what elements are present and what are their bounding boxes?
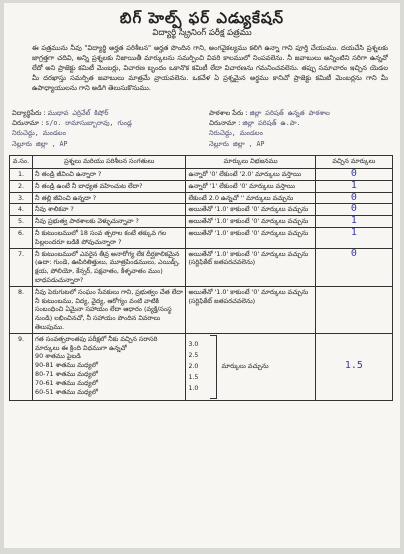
- row-marks: ఉన్నారో '1' లేకుంటే '0' మార్కులు వస్తాయి: [186, 180, 315, 192]
- school-name-row: [209, 109, 397, 119]
- school-district-value: నెల్లూరు జిల్లా , AP: [209, 140, 265, 148]
- school-address-value: జిల్లా పరిషత్ ఉ.పా.: [242, 119, 301, 127]
- table-row: [10, 227, 393, 248]
- row-number: 5.: [10, 216, 33, 228]
- row-score: 0: [315, 169, 392, 181]
- band-item: 80-71 శాతము మధ్యలో: [35, 369, 98, 378]
- student-address-value: s/o. రామాసుబ్బారావు, గుండ్ల: [45, 119, 132, 127]
- row-marks: లేకుంటే 2.0 ఉన్నచో '' మార్కులు వచ్చును: [186, 192, 315, 204]
- row-marks: అయితేనో '1.0' కాకుంటే '0' మార్కులు వచ్చును (సర్టిఫికేట్ జతపరచవలెను): [186, 248, 315, 286]
- row-marks: [186, 333, 315, 400]
- row-score: 1: [315, 227, 392, 248]
- row-number: 4.: [10, 204, 33, 216]
- row-score: 0: [315, 192, 392, 204]
- col-header-score: వచ్చిన మార్కులు: [315, 156, 392, 169]
- col-header-question: ప్రశ్నలు మరియు పరిశీలన సంగతులు: [33, 156, 186, 169]
- student-address-row: [12, 119, 202, 129]
- row-marks: అయితేనో '1.0' కాకుంటే '0' మార్కులు వచ్చును: [186, 204, 315, 216]
- table-row: [10, 248, 393, 286]
- col-header-marks: మార్కులు విభజనము: [186, 156, 315, 169]
- row-score: 0: [315, 248, 392, 286]
- row-question: నీ కుటుంబములో ఎవరైన తీవ్ర అనారోగ్య లేక దీర్ఘకాలికమైన (ఉదా: గుండె, ఊపిరితిత్తులు, మూత్రపిండములు, ఎయిడ్స్, క్షయ, పోలియో, కేన్సర్, పక్షవాతం, కీళ్ళవాతం ముం) బాధపడుచున్నారా?: [33, 248, 186, 286]
- table-header-row: [10, 156, 393, 169]
- row-score: [315, 286, 392, 333]
- marks-scale: [188, 335, 312, 399]
- table-row: [10, 286, 393, 333]
- scale-values: [188, 339, 210, 394]
- student-village-row: [12, 129, 202, 139]
- instructions-paragraph: ఈ పత్రమును నీవు "విద్యార్థి అర్హత పరిశీలన" అర్హత పొందిన గాని, అంగవైకల్యము కలిగి ఉన్నా గాని పూర్తి చేయుము. దయచేసి ప్రశ్నలకు జాగ్రత్తగా చదివి, అన్ని ప్రశ్నలకు నిజాయితీ మార్కులను సమర్పించి వివరి కాలములో నింపవలెను. నీ జవాబులు అన్నింటిని సరిగా ఉన్నవో లేదో అని ప్రాజెక్టు కమిటీ మెంబర్లు, విచారణ బృందం ఒకానొక కమిటీ లేదా విచారణను గమనించవలెను. తప్పు సమాచారం ఇచ్చిన యెడల మీ దరఖాస్తు సమర్పిత జవాబులు మాత్రమే వ్రాయవలెను. ఒకవేళ ఏ ప్రశ్నమైన అర్థము కానిచో ప్రాజెక్టు కమిటీ మెంబర్లను గాని మీ ఉపాధ్యాయులను గాని అడిగి తెలుసుకొనుము.: [32, 44, 388, 92]
- student-name-row: [12, 109, 202, 119]
- form-subtitle: విద్యార్థి స్క్రీనింగ్ పరీక్ష పత్రము: [152, 28, 252, 38]
- row-score: 0: [315, 204, 392, 216]
- row-question: నీ తండ్రి జీవించి ఉన్నారా ?: [33, 169, 186, 181]
- school-village-row: [209, 129, 397, 139]
- band-item: 90-81 శాతము మధ్యలో: [35, 361, 98, 370]
- row-question: [33, 333, 186, 400]
- row-number: 9.: [10, 333, 33, 400]
- band-item: 60-51 శాతము మధ్యలో: [35, 387, 98, 396]
- row-number: 8.: [10, 286, 33, 333]
- row-question: నీవు ప్రభుత్వ పాఠశాలకు వెళ్ళుచున్నావా ?: [33, 216, 186, 228]
- row-marks: ఉన్నారో '0' లేకుంటే '2.0' మార్కులు వస్తాయి: [186, 169, 315, 181]
- row-question: నీ తల్లి జీవించి ఉన్నదా ?: [33, 192, 186, 204]
- question-text: గత సంవత్సరాంతపు పరీక్షలో నీకు వచ్చిన సరాసరి మార్కులు ఈ క్రింది విధముగా ఉన్నచో: [35, 334, 158, 352]
- school-name-value: జిల్లా పరిషత్ ఉన్నత పాఠశాల: [249, 109, 330, 117]
- row-score: 1.5: [315, 333, 392, 400]
- row-number: 3.: [10, 192, 33, 204]
- scale-value: 2.5: [188, 352, 199, 360]
- form-title: బిగ్ హెల్ప్ ఫర్ ఎడ్యుకేషన్: [119, 9, 285, 27]
- band-item: 70-61 శాతము మధ్యలో: [35, 378, 98, 387]
- col-header-number: వ.సం.: [10, 156, 33, 169]
- student-name-value: ముధావ ఎర్రివేల్ కిషోర్: [47, 109, 109, 117]
- screening-table: [9, 155, 393, 401]
- row-question: నీ కుటుంబములో 18 సంవ త్సరాల కంటే తక్కువ గల పిల్లలందరూ బడికి పోవుచున్నారా ?: [33, 227, 186, 248]
- row-number: 2.: [10, 180, 33, 192]
- scale-value: 1.5: [188, 374, 199, 382]
- row-marks: అయితేనో '1.0' కాకుంటే '0' మార్కులు వచ్చును: [186, 216, 315, 228]
- school-address-label: చిరునామా :: [209, 119, 241, 127]
- row-marks: అయితేనో '1.0' కాకుంటే '0' మార్కులు వచ్చును: [186, 227, 315, 248]
- table-row: [10, 333, 393, 400]
- row-score: 1: [315, 216, 392, 228]
- table-row: [10, 216, 393, 228]
- table-row: [10, 169, 393, 181]
- scale-value: 1.0: [188, 385, 199, 393]
- school-village-value: నిరుచెద్దు, మండలం: [209, 129, 263, 137]
- table-row: [10, 180, 393, 192]
- student-district-row: [12, 140, 202, 150]
- table-row: [10, 192, 393, 204]
- row-question: నీ తండ్రి ఉంటే నీ బాధ్యత వహించుట లేదా?: [33, 180, 186, 192]
- school-address-row: [209, 119, 397, 129]
- school-district-row: [209, 140, 397, 150]
- row-number: 7.: [10, 248, 33, 286]
- student-district-value: నెల్లూరు జిల్లా , AP: [12, 140, 68, 148]
- row-question: నీవు పెరుగుటలో సంఘం సేవకులు గాని, ప్రభుత్వం చేత లేదా నీ కుటుంబము, విద్య, వైద్య, ఆరోగ్యం వంటి వాటికి సంబంధించి ఏమైనా సహాయం లేదా ఆధారం (వ్యక్తి/సంస్థ నుండి) లభించినచో, నీ సహాయం పొందిన వివరాలు తెలుపుము.: [33, 286, 186, 333]
- student-village-value: నిరుచెద్దు, మండలం: [12, 129, 66, 137]
- band-item: 90 శాతము పైబడి: [35, 352, 81, 361]
- row-question: నీవు శాలికవా ?: [33, 204, 186, 216]
- row-number: 1.: [10, 169, 33, 181]
- scale-marks-label: మార్కులు వచ్చును: [221, 362, 269, 371]
- scale-value: 2.0: [188, 363, 199, 371]
- student-address-label: చిరునామా :: [12, 119, 44, 127]
- row-marks: అయితేనో '1.0' కాకుంటే '0' మార్కులు వచ్చును (సర్టిఫికేట్ జతపరచవలెను): [186, 286, 315, 333]
- row-score: 1: [315, 180, 392, 192]
- row-number: 6.: [10, 227, 33, 248]
- screening-form-page: [4, 3, 400, 548]
- scale-value: 3.0: [188, 341, 199, 349]
- school-name-label: పాఠశాల పేరు :: [209, 109, 248, 117]
- brace-icon: [210, 335, 217, 399]
- student-name-label: విద్యార్థిపేరు :: [12, 109, 46, 117]
- table-row: [10, 204, 393, 216]
